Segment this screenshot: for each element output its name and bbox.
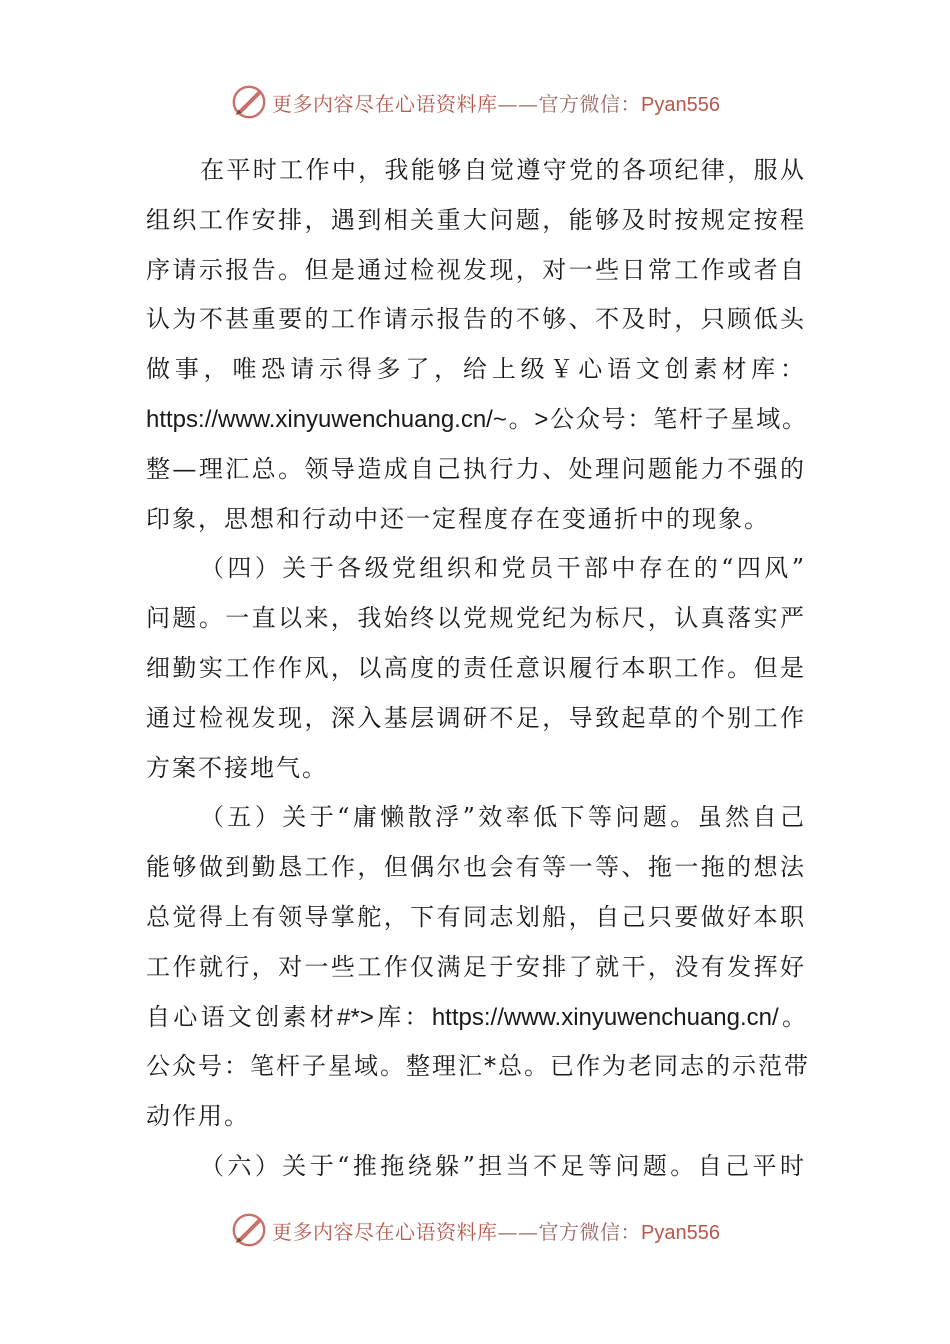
footer-text — [272, 1216, 720, 1245]
body-line: 总觉得上有领导掌舵，下有同志划船，自己只要做好本职 — [146, 902, 806, 931]
body-line: 在平时工作中，我能够自觉遵守党的各项纪律，服从 — [200, 156, 806, 184]
body-line: https://www.xinyuwenchuang.cn/~。>公众号：笔杆子星域。 — [146, 405, 806, 433]
body-line: 印象，思想和行动中还一定程度存在变通折中的现象。 — [146, 504, 770, 533]
body-line: 整—理汇总。领导造成自己执行力、处理问题能力不强的 — [146, 454, 806, 483]
header-text — [272, 88, 720, 117]
body-line: 通过检视发现，深入基层调研不足，导致起草的个别工作 — [146, 703, 806, 732]
body-line: 问题。一直以来，我始终以党规党纪为标尺，认真落实严 — [146, 604, 806, 633]
body-line: 工作就行，对一些工作仅满足于安排了就干，没有发挥好 — [146, 952, 806, 981]
body-line: 序请示报告。但是通过检视发现，对一些日常工作或者自 — [146, 255, 806, 284]
pen-logo-icon — [230, 1211, 268, 1249]
body-line: 组织工作安排，遇到相关重大问题，能够及时按规定按程 — [146, 205, 806, 234]
body-line: 自心语文创素材#*>库：https://www.xinyuwenchuang.cn/。 — [146, 1003, 806, 1031]
body-line: 做事，唯恐请示得多了，给上级￥心语文创素材库： — [146, 355, 806, 384]
body-line: （四）关于各级党组织和党员干部中存在的“四风” — [200, 554, 806, 583]
footer-wechat-id: Pyan556 — [641, 1221, 720, 1244]
body-line: 能够做到勤恳工作，但偶尔也会有等一等、拖一拖的想法 — [146, 853, 806, 882]
footer-wechat-label: 官方微信： — [538, 1219, 642, 1244]
header-wechat-id: Pyan556 — [641, 93, 720, 116]
body-line: 细勤实工作作风，以高度的责任意识履行本职工作。但是 — [146, 653, 806, 682]
header-dash: —— — [497, 91, 539, 116]
footer-dash: —— — [497, 1219, 539, 1244]
body-line: （五）关于“庸懒散浮”效率低下等问题。虽然自己 — [200, 803, 806, 832]
header-banner — [0, 82, 950, 122]
header-brand: 更多内容尽在心语资料库 — [272, 91, 498, 116]
body-line: 认为不甚重要的工作请示报告的不够、不及时，只顾低头 — [146, 305, 806, 334]
header-wechat-label: 官方微信： — [538, 91, 642, 116]
body-line: （六）关于“推拖绕躲”担当不足等问题。自己平时 — [200, 1151, 806, 1180]
pen-logo-icon — [230, 83, 268, 121]
body-line: 动作用。 — [146, 1102, 250, 1131]
footer-brand: 更多内容尽在心语资料库 — [272, 1219, 498, 1244]
footer-banner — [0, 1210, 950, 1250]
body-line: 方案不接地气。 — [146, 753, 328, 782]
document-body — [146, 146, 810, 1192]
body-line: 公众号：笔杆子星域。整理汇*总。已作为老同志的示范带 — [146, 1052, 810, 1081]
